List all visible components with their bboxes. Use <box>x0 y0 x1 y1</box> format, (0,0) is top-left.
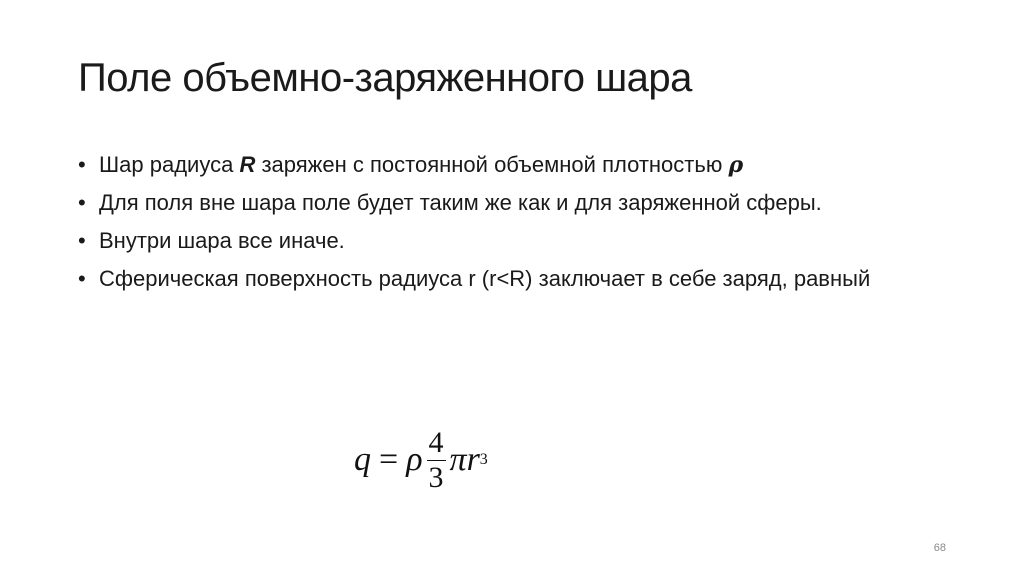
bullet-marker: • <box>78 228 86 253</box>
formula-denominator: 3 <box>428 460 444 494</box>
bullet-text: Для поля вне шара поле будет таким же как и для заряженной сферы. <box>99 190 822 215</box>
formula-numerator: 4 <box>428 425 444 459</box>
formula-exponent: 3 <box>479 451 488 468</box>
page-number: 68 <box>933 542 946 554</box>
formula-density-symbol: ρ <box>406 441 423 478</box>
bullet-marker: • <box>78 266 86 291</box>
formula-equals-sign: = <box>379 441 399 478</box>
bullet-text: Сферическая поверхность радиуса r (r<R) заключает в себе заряд, равный <box>99 266 871 291</box>
density-symbol: ρ <box>728 152 744 178</box>
bullet-item <box>78 188 958 218</box>
bullet-item <box>78 264 958 294</box>
bullet-list <box>78 150 958 302</box>
slide-title: Поле объемно-заряженного шара <box>78 56 692 100</box>
bullet-marker: • <box>78 190 86 215</box>
bullet-marker: • <box>78 152 86 177</box>
formula-fraction <box>427 426 446 495</box>
bullet-item <box>78 226 958 256</box>
charge-formula <box>354 420 488 500</box>
radius-symbol: R <box>239 152 256 177</box>
bullet-text: Внутри шара все иначе. <box>99 228 345 253</box>
bullet-item <box>78 150 958 180</box>
formula-radius-symbol: r <box>466 441 480 478</box>
formula-pi-symbol: π <box>449 441 467 478</box>
formula-charge-symbol: q <box>354 441 371 478</box>
bullet-text: заряжен с постоянной объемной плотностью <box>255 152 729 177</box>
bullet-text: Шар радиуса <box>99 152 240 177</box>
